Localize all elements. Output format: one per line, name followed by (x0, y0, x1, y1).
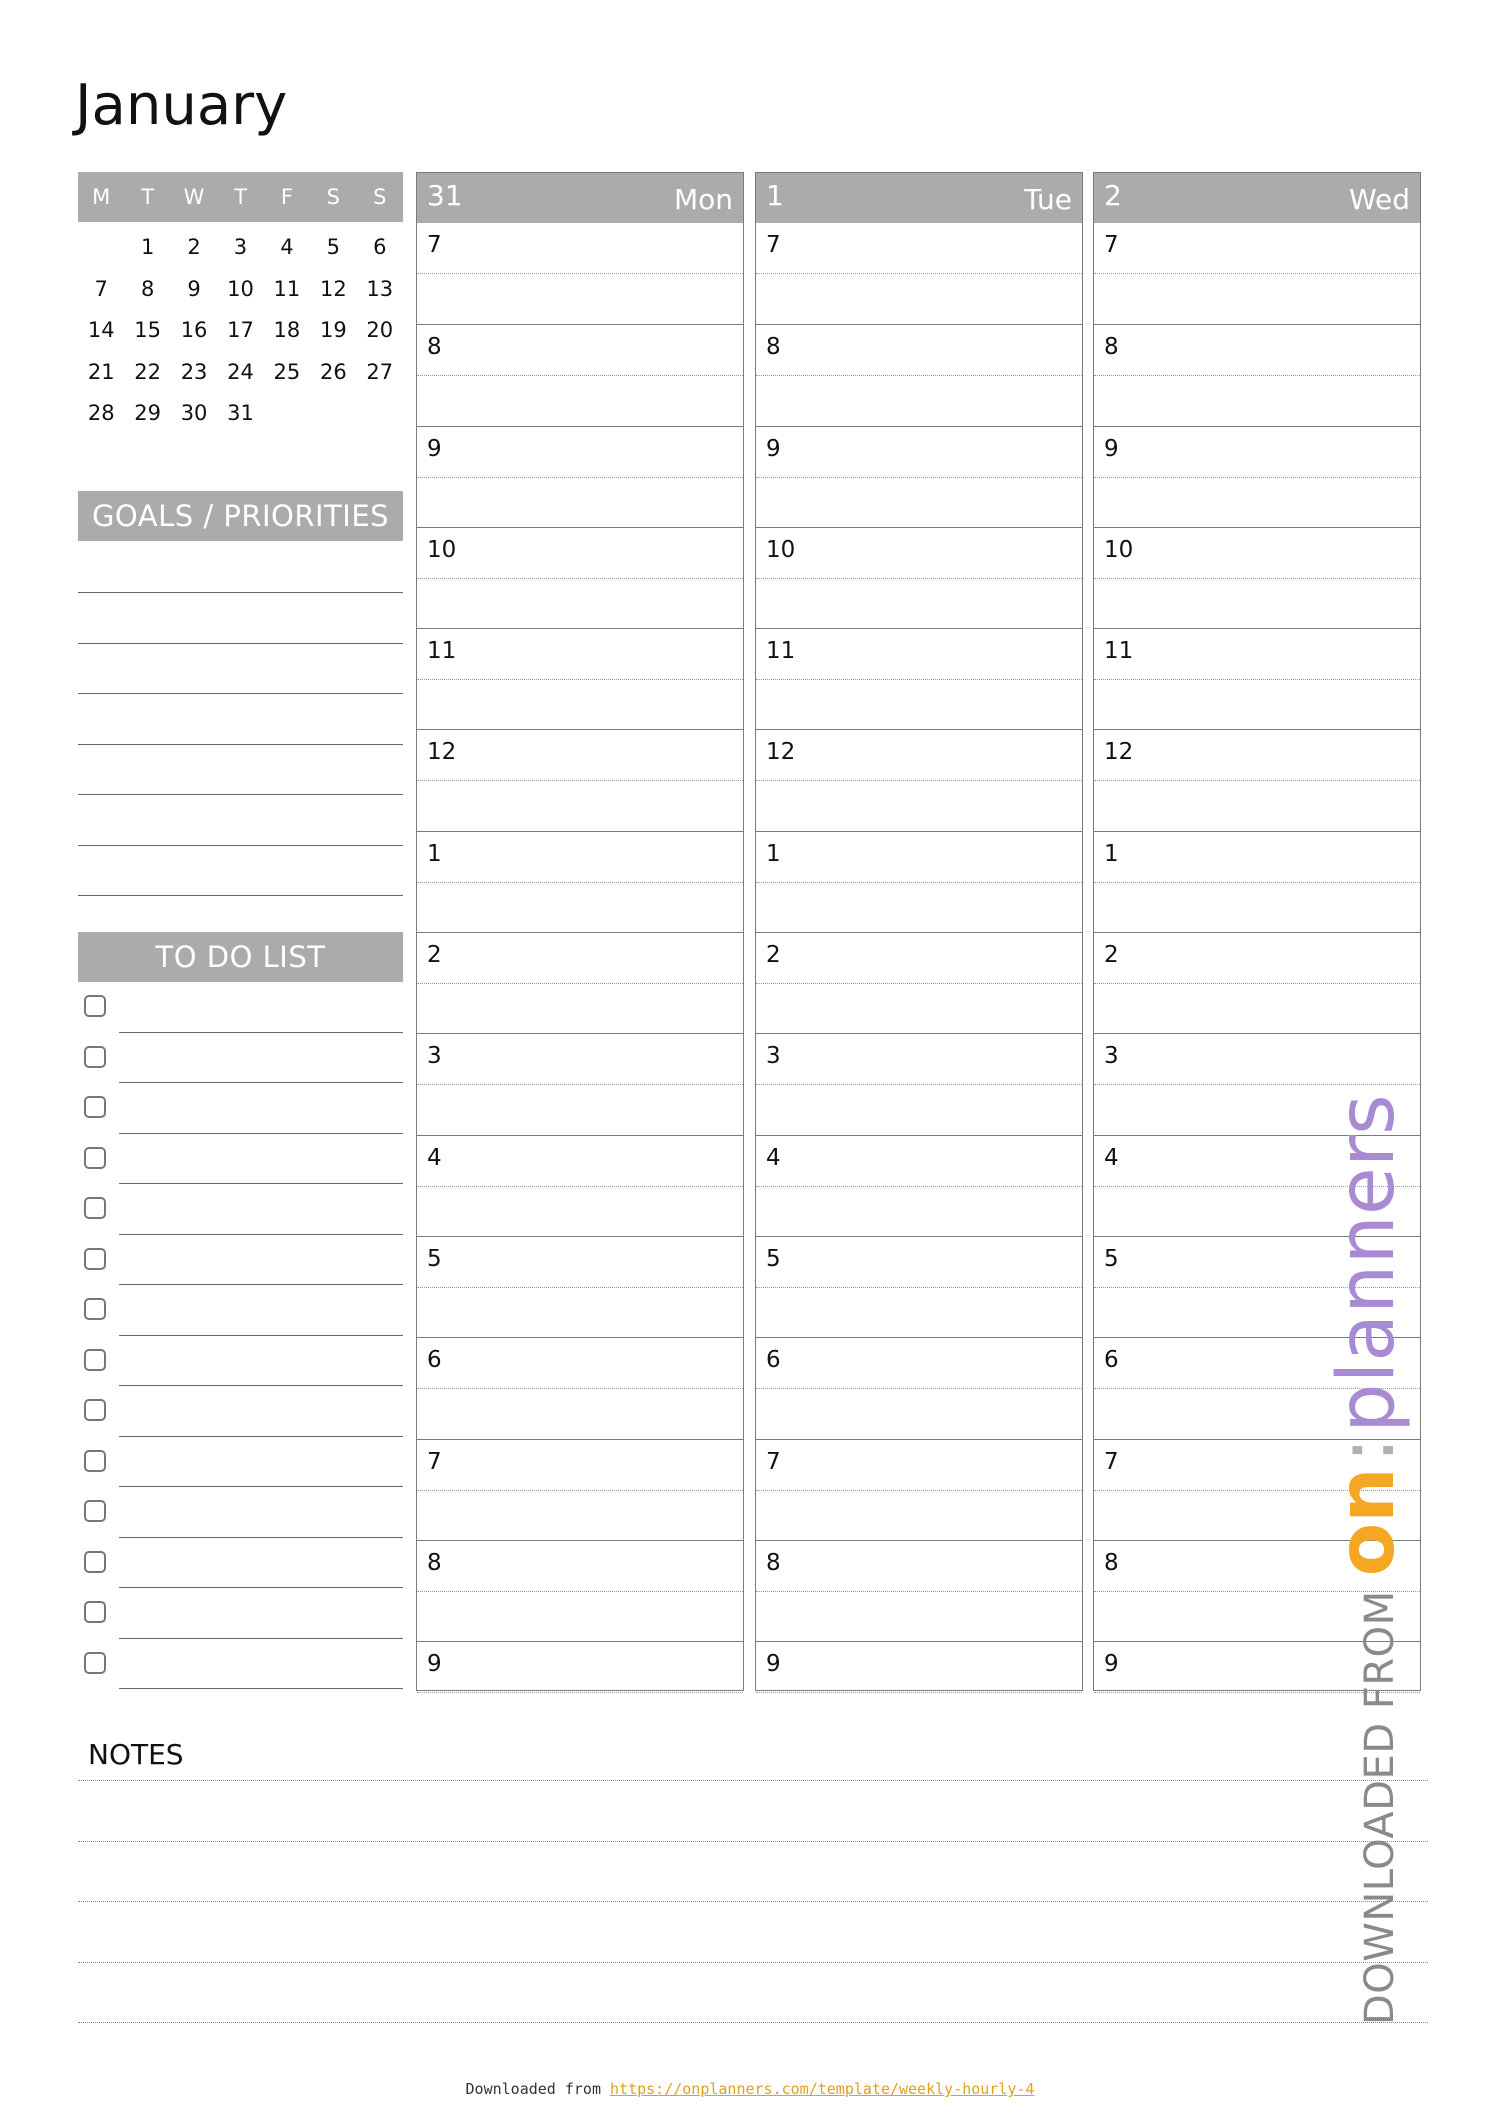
hour-slot[interactable] (417, 1439, 743, 1540)
hour-label: 11 (766, 638, 796, 665)
hour-slot[interactable] (417, 1337, 743, 1438)
hour-slot[interactable] (417, 324, 743, 425)
weekday-label: S (373, 185, 387, 209)
mini-calendar-day: 24 (227, 359, 254, 384)
mini-calendar-day: 6 (373, 235, 387, 259)
mini-calendar-day: 30 (180, 401, 208, 425)
half-hour-divider (756, 1591, 1082, 1592)
mini-calendar-day: 26 (319, 359, 347, 384)
hour-slot[interactable] (756, 1439, 1082, 1540)
half-hour-divider (417, 1692, 743, 1693)
half-hour-divider (417, 983, 743, 984)
hour-slot[interactable] (417, 729, 743, 830)
half-hour-divider (756, 983, 1082, 984)
hour-label: 11 (427, 638, 457, 665)
half-hour-divider (756, 375, 1082, 376)
todo-list-header: TO DO LIST (78, 932, 403, 982)
hour-label: 5 (766, 1245, 781, 1272)
todo-item (78, 1588, 403, 1639)
mini-calendar-day: 10 (227, 276, 254, 301)
todo-checkbox[interactable] (84, 1096, 106, 1118)
day-name: Tue (1024, 183, 1072, 216)
hour-label: 4 (1104, 1144, 1119, 1171)
hour-slot[interactable] (417, 426, 743, 527)
hour-label: 7 (1104, 232, 1119, 258)
weekday-label: W (183, 185, 205, 209)
mini-calendar-day: 31 (227, 401, 254, 425)
hour-slot[interactable] (756, 729, 1082, 830)
hour-slot[interactable] (756, 1033, 1082, 1134)
mini-calendar-weekday-header (78, 172, 403, 222)
hour-label: 8 (427, 334, 442, 361)
watermark-brand-planners: planners (1322, 1094, 1412, 1433)
half-hour-divider (756, 679, 1082, 680)
hour-label: 8 (766, 334, 781, 361)
day-column (416, 172, 744, 1691)
mini-calendar-day: 13 (366, 276, 394, 301)
todo-checkbox[interactable] (84, 1551, 106, 1573)
half-hour-divider (1094, 273, 1420, 274)
hour-slot[interactable] (417, 1033, 743, 1134)
mini-calendar (78, 172, 403, 440)
todo-checkbox[interactable] (84, 1046, 106, 1068)
half-hour-divider (417, 1591, 743, 1592)
day-number: 2 (1104, 179, 1122, 212)
half-hour-divider (417, 1186, 743, 1187)
month-title: January (75, 73, 288, 138)
half-hour-divider (1094, 477, 1420, 478)
hour-slot[interactable] (756, 1236, 1082, 1337)
mini-calendar-day: 4 (280, 235, 294, 259)
todo-item (78, 1235, 403, 1286)
hour-label: 7 (1104, 1448, 1119, 1475)
half-hour-divider (1094, 578, 1420, 579)
hour-label: 10 (1104, 536, 1134, 563)
mini-calendar-day: 15 (134, 318, 161, 342)
mini-calendar-day: 21 (87, 359, 115, 384)
hour-slots (756, 223, 1082, 1742)
goal-line[interactable] (78, 794, 403, 795)
mini-calendar-day: 16 (180, 318, 208, 342)
hour-slot[interactable] (417, 831, 743, 932)
notes-title: NOTES (88, 1738, 184, 1771)
todo-item (78, 1386, 403, 1437)
mini-calendar-day: 25 (273, 359, 301, 384)
half-hour-divider (1094, 780, 1420, 781)
todo-item (78, 1083, 403, 1134)
todo-item (78, 1538, 403, 1589)
half-hour-divider (1094, 375, 1420, 376)
hour-slot[interactable] (1094, 223, 1420, 324)
half-hour-divider (417, 1084, 743, 1085)
hour-label: 12 (1104, 739, 1134, 766)
hour-slot[interactable] (756, 1135, 1082, 1236)
half-hour-divider (756, 780, 1082, 781)
hour-label: 8 (766, 1549, 781, 1576)
hour-label: 7 (427, 232, 442, 258)
half-hour-divider (756, 1084, 1082, 1085)
notes-line[interactable] (78, 2022, 1428, 2023)
mini-calendar-day: 1 (140, 235, 155, 259)
day-number: 1 (766, 179, 784, 212)
hour-label: 6 (427, 1347, 442, 1374)
hour-slot[interactable] (417, 1135, 743, 1236)
hour-label: 1 (766, 840, 781, 867)
hour-label: 12 (766, 739, 796, 766)
hour-label: 6 (766, 1347, 781, 1374)
weekday-label: T (234, 185, 247, 209)
todo-item (78, 1487, 403, 1538)
todo-item (78, 1134, 403, 1185)
hour-label: 10 (766, 536, 796, 563)
hour-slot[interactable] (417, 1641, 743, 1742)
mini-calendar-day: 20 (366, 318, 394, 342)
hour-slot[interactable] (417, 1540, 743, 1641)
todo-checkbox[interactable] (84, 1197, 106, 1219)
notes-line[interactable] (78, 1962, 1428, 1963)
todo-item (78, 982, 403, 1033)
half-hour-divider (756, 1388, 1082, 1389)
todo-item (78, 1437, 403, 1488)
hour-label: 3 (766, 1043, 781, 1070)
hour-label: 6 (1104, 1347, 1119, 1374)
hour-slot[interactable] (417, 932, 743, 1033)
todo-checkbox[interactable] (84, 1298, 106, 1320)
mini-calendar-day: 29 (134, 401, 161, 425)
hour-slot[interactable] (756, 932, 1082, 1033)
goal-line[interactable] (78, 592, 403, 593)
mini-calendar-day: 17 (227, 318, 254, 342)
mini-calendar-day: 8 (140, 276, 155, 301)
hour-label: 5 (1104, 1245, 1119, 1272)
hour-slot[interactable] (756, 426, 1082, 527)
day-number: 31 (427, 179, 463, 212)
hour-slot[interactable] (417, 527, 743, 628)
half-hour-divider (756, 1490, 1082, 1491)
half-hour-divider (417, 780, 743, 781)
half-hour-divider (756, 273, 1082, 274)
half-hour-divider (1094, 1084, 1420, 1085)
notes-line[interactable] (78, 1780, 1428, 1781)
mini-calendar-day: 14 (87, 318, 115, 342)
hour-label: 12 (427, 739, 457, 766)
hour-slot[interactable] (1094, 628, 1420, 729)
hour-label: 3 (1104, 1043, 1119, 1070)
hour-label: 1 (427, 840, 442, 867)
hour-label: 2 (766, 942, 781, 969)
half-hour-divider (1094, 679, 1420, 680)
weekday-label: T (141, 185, 155, 209)
mini-calendar-day: 18 (273, 318, 301, 342)
todo-item (78, 1639, 403, 1690)
half-hour-divider (417, 1388, 743, 1389)
mini-calendar-day: 12 (319, 276, 347, 301)
mini-calendar-day: 9 (187, 276, 201, 301)
half-hour-divider (417, 1490, 743, 1491)
hour-slot[interactable] (756, 831, 1082, 932)
hour-slot[interactable] (1094, 527, 1420, 628)
hour-slot[interactable] (1094, 831, 1420, 932)
hour-label: 4 (766, 1144, 781, 1171)
goals-priorities-header: GOALS / PRIORITIES (78, 491, 403, 541)
half-hour-divider (756, 1287, 1082, 1288)
hour-label: 9 (427, 1651, 442, 1678)
hour-label: 3 (427, 1043, 442, 1070)
half-hour-divider (417, 375, 743, 376)
hour-label: 4 (427, 1144, 442, 1171)
goal-line[interactable] (78, 895, 403, 896)
hour-slot[interactable] (756, 223, 1082, 324)
hour-slot[interactable] (756, 324, 1082, 425)
weekday-label: F (280, 185, 293, 209)
todo-checkbox[interactable] (84, 1248, 106, 1270)
todo-checkbox[interactable] (84, 1147, 106, 1169)
hour-slot[interactable] (1094, 324, 1420, 425)
mini-calendar-day: 27 (366, 359, 394, 384)
half-hour-divider (756, 1186, 1082, 1187)
half-hour-divider (417, 882, 743, 883)
hour-label: 8 (1104, 1549, 1119, 1576)
todo-line[interactable] (119, 1688, 403, 1689)
half-hour-divider (756, 1692, 1082, 1693)
todo-checkbox[interactable] (84, 1601, 106, 1623)
mini-calendar-day (357, 398, 403, 440)
notes-line[interactable] (78, 1901, 1428, 1902)
watermark-brand-on: on (1322, 1467, 1412, 1577)
footer-link[interactable]: https://onplanners.com/template/weekly-hourly-4 (610, 2080, 1035, 2098)
half-hour-divider (756, 578, 1082, 579)
hour-slots (417, 223, 743, 1742)
footer (0, 2080, 1500, 2098)
todo-checkbox[interactable] (84, 1450, 106, 1472)
todo-item (78, 1285, 403, 1336)
day-column (755, 172, 1083, 1691)
hour-slot[interactable] (756, 1337, 1082, 1438)
weekday-label: M (92, 185, 111, 209)
goal-line[interactable] (78, 845, 403, 846)
hour-slot[interactable] (417, 1236, 743, 1337)
weekday-label: S (326, 185, 341, 209)
hour-slot[interactable] (1094, 729, 1420, 830)
hour-label: 1 (1104, 840, 1119, 867)
hour-label: 7 (766, 1448, 781, 1475)
todo-checkbox[interactable] (84, 1500, 106, 1522)
mini-calendar-day: 5 (326, 235, 341, 259)
half-hour-divider (1094, 882, 1420, 883)
half-hour-divider (417, 578, 743, 579)
hour-label: 9 (1104, 435, 1119, 462)
mini-calendar-day: 19 (319, 318, 347, 342)
watermark-prefix: DOWNLOADED FROM (1357, 1590, 1403, 2025)
mini-calendar-day: 3 (233, 235, 248, 259)
half-hour-divider (417, 1287, 743, 1288)
todo-checkbox[interactable] (84, 1652, 106, 1674)
half-hour-divider (756, 882, 1082, 883)
hour-label: 10 (427, 536, 457, 563)
hour-slot[interactable] (756, 1540, 1082, 1641)
hour-slot[interactable] (756, 1641, 1082, 1742)
mini-calendar-day (264, 398, 310, 440)
hour-label: 9 (766, 435, 781, 462)
mini-calendar-day: 11 (273, 276, 301, 301)
mini-calendar-day: 28 (87, 401, 115, 425)
half-hour-divider (417, 273, 743, 274)
mini-calendar-day: 22 (134, 359, 161, 384)
mini-calendar-day: 7 (94, 276, 108, 301)
mini-calendar-day (310, 398, 356, 440)
watermark-brand-sep: : (1322, 1436, 1412, 1464)
hour-label: 9 (427, 435, 442, 462)
hour-label: 2 (427, 942, 442, 969)
hour-label: 8 (1104, 334, 1119, 361)
notes-line[interactable] (78, 1841, 1428, 1842)
hour-slot[interactable] (1094, 426, 1420, 527)
hour-slot[interactable] (756, 527, 1082, 628)
hour-label: 11 (1104, 638, 1134, 665)
half-hour-divider (417, 679, 743, 680)
hour-label: 9 (1104, 1651, 1119, 1678)
hour-label: 8 (427, 1549, 442, 1576)
half-hour-divider (1094, 983, 1420, 984)
mini-calendar-days (78, 222, 403, 440)
hour-slot[interactable] (1094, 932, 1420, 1033)
todo-item (78, 1184, 403, 1235)
footer-text: Downloaded from (465, 2080, 601, 2098)
mini-calendar-day (78, 232, 124, 274)
day-header (756, 173, 1082, 223)
onplanners-watermark-logo (1322, 1094, 1412, 2025)
hour-slot[interactable] (417, 628, 743, 729)
hour-slot[interactable] (417, 223, 743, 324)
hour-slot[interactable] (756, 628, 1082, 729)
half-hour-divider (417, 477, 743, 478)
hour-label: 9 (766, 1651, 781, 1678)
mini-calendar-day: 23 (180, 359, 208, 384)
hour-label: 5 (427, 1245, 442, 1272)
half-hour-divider (756, 477, 1082, 478)
day-name: Wed (1348, 183, 1410, 216)
todo-item (78, 1336, 403, 1387)
todo-checkbox[interactable] (84, 995, 106, 1017)
day-name: Mon (673, 183, 733, 216)
goal-line[interactable] (78, 744, 403, 745)
todo-checkbox[interactable] (84, 1349, 106, 1371)
day-header (1094, 173, 1420, 223)
hour-label: 7 (427, 1448, 442, 1475)
day-header (417, 173, 743, 223)
todo-checkbox[interactable] (84, 1399, 106, 1421)
hour-label: 7 (766, 232, 781, 258)
mini-calendar-day: 2 (187, 235, 201, 259)
goal-line[interactable] (78, 643, 403, 644)
goal-line[interactable] (78, 693, 403, 694)
hour-label: 2 (1104, 942, 1119, 969)
todo-item (78, 1033, 403, 1084)
